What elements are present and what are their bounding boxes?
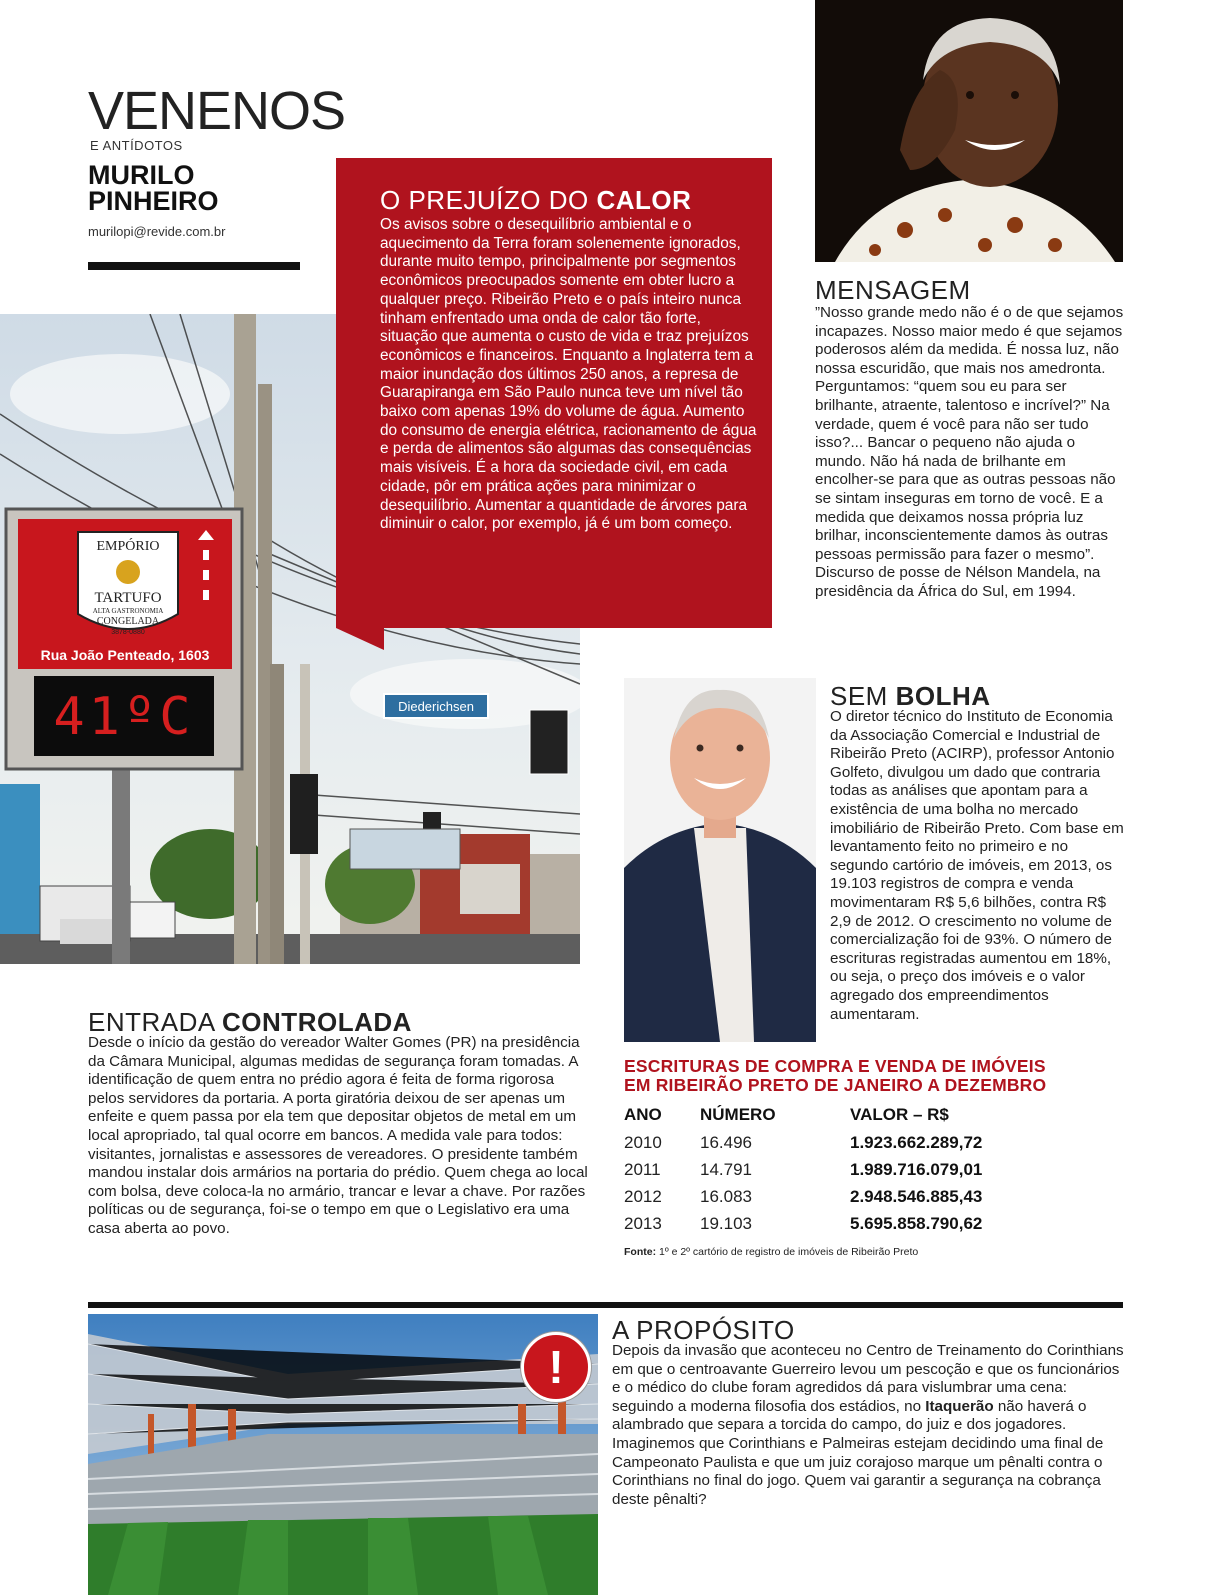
table-row	[624, 1130, 1040, 1157]
proposito-title: A PROPÓSITO	[612, 1315, 795, 1345]
calor-title-light: O PREJUÍZO DO	[380, 185, 597, 215]
sign-gastronomia-text: ALTA GASTRONOMIA	[92, 607, 164, 615]
table-cell-valor: 5.695.858.790,62	[850, 1214, 983, 1233]
bolha-title	[830, 682, 991, 710]
table-cell-numero: 16.083	[700, 1187, 752, 1206]
author-email: murilopi@revide.com.br	[88, 224, 226, 239]
mensagem-title: MENSAGEM	[815, 275, 971, 305]
proposito-text-bold: Itaquerão	[925, 1397, 994, 1415]
temperature-display: 41ºC	[53, 687, 195, 747]
entrada-body: Desde o início da gestão do vereador Walter Gomes (PR) na presidência da Câmara Municipal, algumas medidas de segurança foram tomadas. A identificação de quem entra no prédio agora é feita de forma rigorosa pelos servidores da portaria. A porta giratória deixou de ser apenas um enfeite e quem passa por ela tem que depositar objetos de metal em um local apropriado, tal qual ocorre em bancos. A medida vale para todos: visitantes, jornalistas e assessores de vereadores. O presidente também mandou instalar dois armários na portaria do prédio. Quem chega ao local com bolsa, deve coloca-la no armário, trancar e levar a chave. Por razões políticas ou de segurança, foi-se o tempo em que o Legislativo era uma casa aberta ao povo.	[88, 1034, 588, 1237]
author-name	[88, 162, 219, 214]
proposito-text-before: Depois da invasão que aconteceu no Centro de Treinamento do Corinthians em que o centroavante Guerreiro levou um pescoção e que os funcionários e o médico do clube foram agredidos dá para vislumbrar uma cena: seguindo a moderna filosofia dos estádios, no	[612, 1342, 1124, 1415]
table-source-text: 1º e 2º cartório de registro de imóveis de Ribeirão Preto	[656, 1246, 919, 1258]
column-subtitle: E ANTÍDOTOS	[90, 138, 183, 153]
author-last-name: PINHEIRO	[88, 186, 219, 216]
table-cell-numero: 14.791	[700, 1160, 752, 1179]
entrada-title	[88, 1008, 412, 1036]
proposito-body	[612, 1342, 1124, 1509]
table-source-label: Fonte:	[624, 1246, 657, 1258]
table-row	[624, 1184, 1040, 1211]
table-title-line1: ESCRITURAS DE COMPRA E VENDA DE IMÓVEIS	[624, 1056, 1046, 1076]
table-cell-valor: 1.923.662.289,72	[850, 1133, 983, 1152]
table-cell-ano: 2012	[624, 1187, 662, 1206]
sign-congelada-text: CONGELADA	[96, 616, 160, 627]
bottom-rule	[88, 1302, 1123, 1308]
bolha-title-light: SEM	[830, 681, 896, 711]
entrada-title-light: ENTRADA	[88, 1007, 223, 1037]
calor-body: Os avisos sobre o desequilíbrio ambiental e o aquecimento da Terra foram solenemente ignorados, durante muito tempo, principalmente por segmentos econômicos preocupados somente em obter lucro a qualquer preço. Ribeirão Preto e o país inteiro nunca tinham enfrentado uma onda de calor tão forte, situação que aumenta o custo de vida e traz prejuízos econômicos e financeiros. Enquanto a Inglaterra tem a maior inundação dos últimos 250 anos, a represa de Guarapiranga em São Paulo nunca teve um nível tão baixo com apenas 19% do volume de água. Aumento do consumo de energia elétrica, racionamento de água e perda de alimentos são algumas das consequências mais visíveis. É a hora da sociedade civil, em cada cidade, pôr em prática ações para minimizar o desequilíbrio. Aumentar a quantidade de árvores para diminuir o calor, por exemplo, já é um bom começo.	[380, 216, 757, 533]
table-title	[624, 1057, 1046, 1095]
bolha-title-bold: BOLHA	[895, 681, 991, 711]
table-cell-valor: 2.948.546.885,43	[850, 1187, 983, 1206]
calor-title	[380, 186, 691, 214]
table-source	[624, 1246, 918, 1258]
bolha-body: O diretor técnico do Instituto de Economia da Associação Comercial e Industrial de Ribeirão Preto (ACIRP), professor Antonio Golfeto, divulgou um dado que contraria todas as análises que apontam para a existência de uma bolha no mercado imobiliário de Ribeirão Preto. Com base em levantamento feito no primeiro e no segundo cartório de imóveis, em 2013, os 19.103 registros de compra e venda movimentaram R$ 5,6 bilhões, contra R$ 2,9 de 2012. O crescimento no volume de comercialização foi de 93%. O número de escrituras registradas aumentou em 18%, ou seja, o preço dos imóveis e o valor agregado dos empreendimentos aumentaram.	[830, 708, 1124, 1023]
mensagem-quote: ”Nosso grande medo não é o de que sejamos incapazes. Nosso maior medo é que sejamos poderosos além da medida. É nossa luz, não nossa escuridão, que mais nos amedronta. Perguntamos: “quem sou eu para ser brilhante, atraente, talentoso e incrível?” Na verdade, quem é você para não ser tudo isso?... Bancar o pequeno não ajuda o mundo. Não há nada de brilhante em encolher-se para que as outras pessoas não se sintam inseguras em torno de você. E a medida que deixamos nossa própria luz brilhar, inconscientemente damos às outras pessoas permissão para fazer o mesmo”.	[815, 304, 1124, 563]
sign-phone-text: 3878-0880	[111, 629, 145, 636]
table-cell-valor: 1.989.716.079,01	[850, 1160, 983, 1179]
table-cell-numero: 16.496	[700, 1133, 752, 1152]
table-header-valor: VALOR – R$	[850, 1105, 949, 1124]
calor-box	[336, 158, 772, 628]
calor-title-bold: CALOR	[596, 185, 692, 215]
escrituras-table	[624, 1105, 1040, 1238]
table-cell-numero: 19.103	[700, 1214, 752, 1233]
entrada-title-bold: CONTROLADA	[222, 1007, 412, 1037]
sign-tartufo-text: TARTUFO	[94, 590, 162, 606]
golfeto-photo	[624, 678, 816, 1042]
sign-crest-icon	[116, 560, 140, 584]
table-row	[624, 1157, 1040, 1184]
street-sign-text: Diederichsen	[398, 699, 474, 714]
table-header-numero: NÚMERO	[700, 1105, 776, 1124]
table-title-line2: EM RIBEIRÃO PRETO DE JANEIRO A DEZEMBRO	[624, 1075, 1047, 1095]
table-row	[624, 1211, 1040, 1238]
proposito-text-after: não haverá o alambrado que separa a torcida do campo, do juiz e dos jogadores. Imaginemos que Corinthians e Palmeiras estejam decidindo uma final de Campeonato Paulista e que um juiz corajoso marque um pênalti contra o Corinthians no final do jogo. Quem vai garantir a segurança na cobrança deste pênalti?	[612, 1397, 1104, 1508]
header-rule	[88, 262, 300, 270]
calor-box-tail	[336, 628, 384, 650]
column-title: VENENOS	[88, 81, 346, 141]
table-cell-ano: 2011	[624, 1160, 661, 1179]
sign-street-text: Rua João Penteado, 1603	[40, 647, 210, 663]
sign-emporio-text: EMPÓRIO	[96, 539, 160, 554]
mandela-photo	[815, 0, 1123, 262]
table-cell-ano: 2010	[624, 1133, 662, 1152]
mensagem-caption: Discurso de posse de Nélson Mandela, na presidência da África do Sul, em 1994.	[815, 564, 1101, 600]
mensagem-body	[815, 304, 1125, 602]
table-cell-ano: 2013	[624, 1214, 662, 1233]
table-header-ano: ANO	[624, 1105, 662, 1124]
author-first-name: MURILO	[88, 160, 195, 190]
table-header-row	[624, 1105, 1040, 1130]
exclamation-icon: !	[521, 1332, 591, 1402]
